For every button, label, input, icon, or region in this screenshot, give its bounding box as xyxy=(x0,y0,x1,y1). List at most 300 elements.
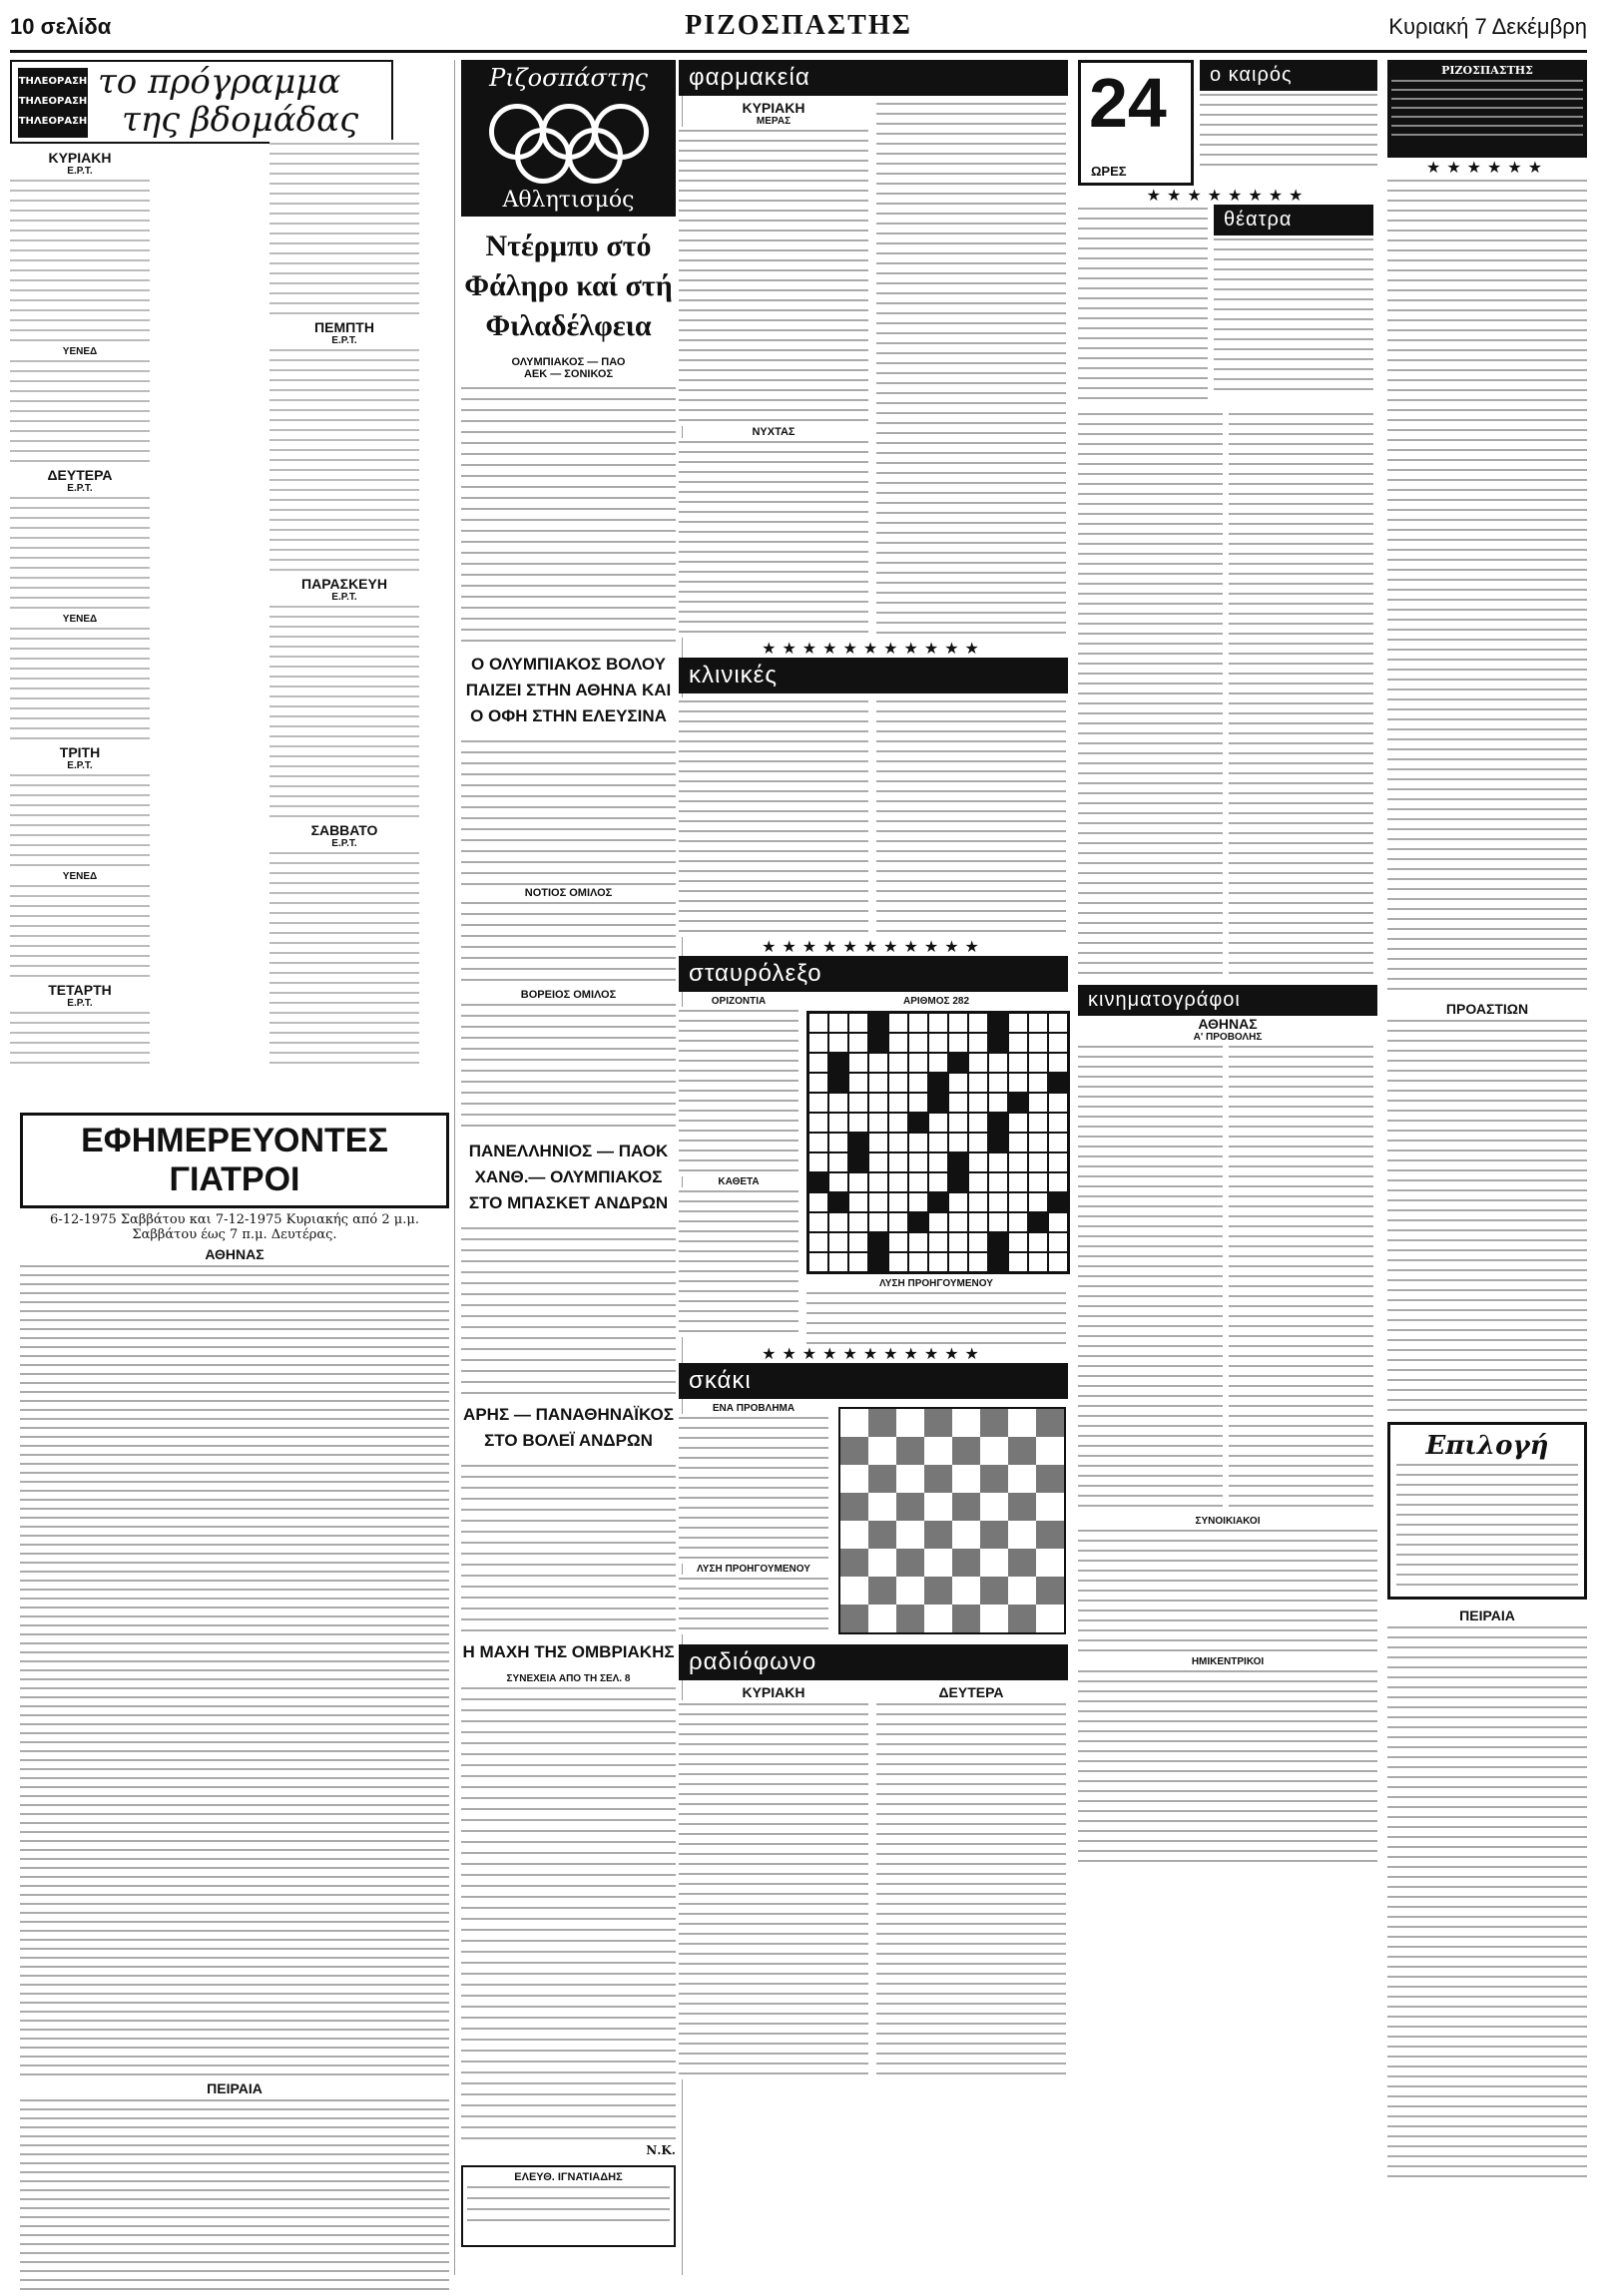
crossword-cell xyxy=(948,1113,968,1133)
vertical-heading: ΚΑΘΕΤΑ xyxy=(718,1176,760,1187)
column-services xyxy=(679,60,1068,2275)
crossword-cell xyxy=(808,1252,828,1272)
chess-square xyxy=(980,1465,1008,1493)
crossword-cell xyxy=(828,1152,848,1172)
crossword-clues xyxy=(679,1187,798,1337)
chess-square xyxy=(1036,1493,1064,1521)
continuation-note: ΣΥΝΕΧΕΙΑ ΑΠΟ ΤΗ ΣΕΛ. 8 xyxy=(506,1673,631,1684)
match-1: ΟΛΥΜΠΙΑΚΟΣ — ΠΑΟ xyxy=(511,356,626,368)
crossword-cell xyxy=(828,1093,848,1113)
crossword-cell xyxy=(828,1192,848,1212)
crossword-cell xyxy=(948,1053,968,1073)
crossword-cell xyxy=(1028,1073,1048,1093)
pharmacy-night: ΝΥΧΤΑΣ xyxy=(752,426,796,438)
crossword-cell xyxy=(928,1013,948,1033)
radio-schedule xyxy=(679,1700,868,2079)
crossword-cell xyxy=(908,1232,928,1252)
separator-stars: ★★★★★★ xyxy=(1425,158,1549,177)
crossword-cell xyxy=(808,1073,828,1093)
sports-banner-title: Ριζοσπάστης xyxy=(489,64,648,92)
doctors-list xyxy=(20,1262,449,2080)
crossword-cell xyxy=(908,1252,928,1272)
crossword-cell xyxy=(948,1152,968,1172)
crossword-cell xyxy=(1048,1192,1068,1212)
crossword-cell xyxy=(888,1133,908,1152)
ad-title: ΡΙΖΟΣΠΑΣΤΗΣ xyxy=(1441,64,1533,77)
article-body xyxy=(461,1001,676,1131)
chess-square xyxy=(952,1605,980,1632)
crossword-cell xyxy=(1008,1113,1028,1133)
day-heading: ΠΑΡΑΣΚΕΥΗ xyxy=(301,576,387,592)
crossword-cell xyxy=(968,1212,988,1232)
crossword-cell xyxy=(968,1192,988,1212)
crossword-cell xyxy=(968,1053,988,1073)
crossword-cell xyxy=(948,1252,968,1272)
chess-square xyxy=(896,1605,924,1632)
crossword-clues xyxy=(679,1007,798,1176)
crossword-cell xyxy=(828,1053,848,1073)
crossword-cell xyxy=(808,1232,828,1252)
crossword-cell xyxy=(868,1192,888,1212)
chess-board xyxy=(838,1407,1066,1634)
solution-heading: ΛΥΣΗ ΠΡΟΗΓΟΥΜΕΝΟΥ xyxy=(879,1278,993,1289)
chess-square xyxy=(868,1409,896,1437)
crossword-cell xyxy=(968,1252,988,1272)
crossword-cell xyxy=(828,1133,848,1152)
crossword-cell xyxy=(928,1133,948,1152)
chess-square xyxy=(868,1465,896,1493)
crossword-cell xyxy=(848,1073,868,1093)
chess-square xyxy=(1036,1409,1064,1437)
crossword-cell xyxy=(848,1152,868,1172)
athens-heading: ΑΘΗΝΑΣ xyxy=(205,1246,265,1262)
chess-square xyxy=(868,1577,896,1605)
channel-label: Ε.Ρ.Τ. xyxy=(331,838,357,849)
crossword-cell xyxy=(1008,1212,1028,1232)
crossword-cell xyxy=(968,1013,988,1033)
ad-name: ΕΛΕΥΘ. ΙΓΝΑΤΙΑΔΗΣ xyxy=(514,2171,623,2183)
crossword-cell xyxy=(988,1113,1008,1133)
crossword-cell xyxy=(1028,1232,1048,1252)
schedule-block xyxy=(269,603,419,822)
crossword-cell xyxy=(828,1013,848,1033)
weather-text xyxy=(1200,91,1377,171)
crossword-cell xyxy=(848,1113,868,1133)
crossword-cell xyxy=(1008,1133,1028,1152)
listing-text xyxy=(1078,205,1208,404)
channel-label: Ε.Ρ.Τ. xyxy=(67,760,93,771)
crossword-cell xyxy=(988,1013,1008,1033)
chess-square xyxy=(980,1577,1008,1605)
crossword-cell xyxy=(948,1133,968,1152)
page-header xyxy=(10,0,1587,53)
crossword-cell xyxy=(968,1113,988,1133)
chess-square xyxy=(1008,1409,1036,1437)
chess-square xyxy=(980,1493,1008,1521)
crossword-cell xyxy=(828,1033,848,1053)
crossword-cell xyxy=(868,1212,888,1232)
chess-square xyxy=(896,1549,924,1577)
chess-square xyxy=(1008,1521,1036,1549)
crossword-cell xyxy=(868,1133,888,1152)
chess-square xyxy=(868,1493,896,1521)
chess-square xyxy=(1008,1437,1036,1465)
channel-label: Ε.Ρ.Τ. xyxy=(67,483,93,494)
crossword-cell xyxy=(1048,1252,1068,1272)
schedule-block xyxy=(10,625,150,744)
crossword-cell xyxy=(848,1212,868,1232)
crossword-cell xyxy=(988,1252,1008,1272)
crossword-cell xyxy=(968,1152,988,1172)
cinema-first-run: Α' ΠΡΟΒΟΛΗΣ xyxy=(1193,1032,1263,1043)
crossword-cell xyxy=(928,1172,948,1192)
schedule-block xyxy=(10,882,150,982)
crossword-cell xyxy=(988,1232,1008,1252)
radio-banner: ραδιόφωνο xyxy=(679,1644,1068,1680)
crossword-cell xyxy=(808,1013,828,1033)
clinics-banner: κλινικές xyxy=(679,658,1068,693)
chess-square xyxy=(840,1549,868,1577)
tv-badge: ΤΗΛΕΟΡΑΣΗ ΤΗΛΕΟΡΑΣΗ ΤΗΛΕΟΡΑΣΗ xyxy=(18,68,88,138)
chess-square xyxy=(924,1549,952,1577)
radio-schedule xyxy=(876,1700,1066,2079)
crossword-cell xyxy=(828,1172,848,1192)
crossword-cell xyxy=(948,1073,968,1093)
crossword-cell xyxy=(928,1093,948,1113)
sports-headline: Ντέρμπυ στό Φάληρο καί στή Φιλαδέλφεια xyxy=(464,230,673,342)
crossword-cell xyxy=(1048,1073,1068,1093)
crossword-cell xyxy=(988,1152,1008,1172)
crossword-cell xyxy=(808,1113,828,1133)
crossword-cell xyxy=(928,1033,948,1053)
schedule-block xyxy=(10,357,150,467)
chess-problem-heading: ΕΝΑ ΠΡΟΒΛΗΜΑ xyxy=(712,1403,796,1414)
crossword-cell xyxy=(848,1093,868,1113)
crossword-cell xyxy=(888,1033,908,1053)
crossword-cell xyxy=(928,1232,948,1252)
chess-square xyxy=(1008,1577,1036,1605)
article-body xyxy=(461,737,676,887)
chess-square xyxy=(1036,1549,1064,1577)
chess-square xyxy=(840,1437,868,1465)
chess-square xyxy=(924,1437,952,1465)
chess-square xyxy=(1036,1437,1064,1465)
crossword-cell xyxy=(1048,1033,1068,1053)
cinema-list xyxy=(1078,1043,1223,1512)
schedule-block xyxy=(269,346,419,576)
chess-square xyxy=(1008,1493,1036,1521)
radio-day: ΔΕΥΤΕΡΑ xyxy=(938,1684,1004,1700)
newspaper-ad xyxy=(1387,60,1587,158)
chess-square xyxy=(980,1437,1008,1465)
group-south: ΝΟΤΙΟΣ ΟΜΙΛΟΣ xyxy=(524,887,613,899)
crossword-cell xyxy=(848,1172,868,1192)
crossword-cell xyxy=(988,1073,1008,1093)
crossword-cell xyxy=(968,1093,988,1113)
sports-section-title: Αθλητισμός xyxy=(502,188,635,213)
crossword-cell xyxy=(1048,1053,1068,1073)
pharmacy-list xyxy=(679,438,868,638)
crossword-grid xyxy=(806,1011,1070,1274)
chess-square xyxy=(980,1549,1008,1577)
crossword-cell xyxy=(908,1152,928,1172)
solution-text xyxy=(806,1289,1066,1344)
crossword-number: ΑΡΙΘΜΟΣ 282 xyxy=(902,996,970,1007)
theatre-list xyxy=(1214,235,1373,395)
crossword-cell xyxy=(1048,1152,1068,1172)
chess-square xyxy=(896,1577,924,1605)
channel-label: Ε.Ρ.Τ. xyxy=(67,998,93,1009)
crossword-cell xyxy=(1028,1053,1048,1073)
crossword-cell xyxy=(828,1113,848,1133)
column-sports xyxy=(454,60,683,2275)
separator-stars: ★★★★★★★★★★★ xyxy=(762,937,985,956)
chess-square xyxy=(868,1605,896,1632)
theatre-list xyxy=(1078,410,1223,979)
chess-square xyxy=(1036,1465,1064,1493)
protection-heading: ΠΡΟΑΣΤΙΩΝ xyxy=(1445,1001,1529,1017)
tv-title-2: της βδομάδας xyxy=(122,100,359,140)
crossword-cell xyxy=(908,1192,928,1212)
crossword-cell xyxy=(988,1033,1008,1053)
cinema-list-piraeus xyxy=(1387,1623,1587,2182)
yenea-label: ΥΕΝΕΔ xyxy=(62,346,98,357)
crossword-cell xyxy=(888,1172,908,1192)
day-heading: ΤΡΙΤΗ xyxy=(59,744,101,760)
crossword-cell xyxy=(1008,1252,1028,1272)
crossword-cell xyxy=(908,1053,928,1073)
doctors-section xyxy=(20,1113,449,2296)
crossword-cell xyxy=(848,1192,868,1212)
headline-3: ΠΑΝΕΛΛΗΝΙΟΣ — ΠΑΟΚ ΧΑΝΘ.— ΟΛΥΜΠΙΑΚΟΣ ΣΤΟ ΜΠΑΣΚΕΤ ΑΝΔΡΩΝ xyxy=(468,1142,669,1212)
chess-square xyxy=(924,1493,952,1521)
crossword-cell xyxy=(1008,1013,1028,1033)
clinics-list xyxy=(876,697,1066,937)
chess-square xyxy=(952,1437,980,1465)
chess-square xyxy=(952,1577,980,1605)
crossword-cell xyxy=(888,1212,908,1232)
schedule-block xyxy=(269,140,419,319)
crossword-cell xyxy=(888,1073,908,1093)
weather-banner: ο καιρός xyxy=(1200,60,1377,91)
crossword-cell xyxy=(1048,1172,1068,1192)
doctors-list-piraeus xyxy=(20,2096,449,2296)
crossword-cell xyxy=(888,1053,908,1073)
crossword-cell xyxy=(848,1033,868,1053)
crossword-cell xyxy=(1048,1093,1068,1113)
crossword-cell xyxy=(968,1133,988,1152)
chess-square xyxy=(980,1521,1008,1549)
crossword-cell xyxy=(1028,1252,1048,1272)
day-heading: ΤΕΤΑΡΤΗ xyxy=(48,982,112,998)
crossword-cell xyxy=(848,1133,868,1152)
chess-banner: σκάκι xyxy=(679,1363,1068,1399)
headline-2: Ο ΟΛΥΜΠΙΑΚΟΣ ΒΟΛΟΥ ΠΑΙΖΕΙ ΣΤΗΝ ΑΘΗΝΑ ΚΑΙ Ο ΟΦΗ ΣΤΗΝ ΕΛΕΥΣΙΝΑ xyxy=(465,655,672,725)
chess-square xyxy=(840,1409,868,1437)
cinema-suburbs: ΣΥΝΟΙΚΙΑΚΟΙ xyxy=(1195,1516,1261,1527)
cinema-banner: κινηματογράφοι xyxy=(1078,985,1377,1016)
crossword-cell xyxy=(868,1172,888,1192)
chess-square xyxy=(896,1521,924,1549)
theatre-banner: θέατρα xyxy=(1214,205,1373,235)
radio-day: ΚΥΡΙΑΚΗ xyxy=(742,1684,805,1700)
crossword-cell xyxy=(828,1073,848,1093)
crossword-cell xyxy=(808,1033,828,1053)
crossword-cell xyxy=(948,1232,968,1252)
crossword-cell xyxy=(948,1212,968,1232)
crossword-cell xyxy=(948,1013,968,1033)
yenea-label: ΥΕΝΕΔ xyxy=(62,871,98,882)
crossword-cell xyxy=(1028,1172,1048,1192)
schedule-block xyxy=(10,494,150,614)
crossword-cell xyxy=(1028,1192,1048,1212)
chess-square xyxy=(980,1409,1008,1437)
doctors-dates: 6-12-1975 Σαββάτου και 7-12-1975 Κυριακής από 2 μ.μ. Σαββάτου έως 7 π.μ. Δευτέρας. xyxy=(50,1212,419,1242)
chess-square xyxy=(896,1409,924,1437)
olympic-rings-icon xyxy=(479,98,659,178)
chess-square xyxy=(952,1409,980,1437)
crossword-cell xyxy=(968,1033,988,1053)
crossword-cell xyxy=(988,1093,1008,1113)
crossword-cell xyxy=(828,1212,848,1232)
schedule-block xyxy=(269,849,419,1069)
chess-square xyxy=(896,1437,924,1465)
crossword-cell xyxy=(888,1192,908,1212)
crossword-cell xyxy=(948,1033,968,1053)
cinema-list xyxy=(1078,1667,1377,1867)
crossword-cell xyxy=(988,1053,1008,1073)
crossword-cell xyxy=(1048,1212,1068,1232)
crossword-cell xyxy=(1008,1093,1028,1113)
crossword-cell xyxy=(1048,1133,1068,1152)
crossword-cell xyxy=(988,1172,1008,1192)
separator-stars: ★★★★★★★★ xyxy=(1146,186,1310,205)
theatre-list xyxy=(1229,410,1373,979)
crossword-cell xyxy=(808,1192,828,1212)
crossword-cell xyxy=(968,1172,988,1192)
day-heading: ΠΕΜΠΤΗ xyxy=(314,319,374,335)
epilogi-title: Επιλογή xyxy=(1425,1431,1549,1461)
crossword-cell xyxy=(908,1013,928,1033)
crossword-cell xyxy=(888,1093,908,1113)
page-number: 10 σελίδα xyxy=(10,14,112,39)
crossword-cell xyxy=(1008,1033,1028,1053)
crossword-cell xyxy=(868,1093,888,1113)
issue-date: Κυριακή 7 Δεκέμβρη xyxy=(1388,14,1587,39)
cinema-list xyxy=(1229,1043,1373,1512)
match-2: ΑΕΚ — ΣΟΝΙΚΟΣ xyxy=(523,368,614,380)
chess-square xyxy=(840,1521,868,1549)
crossword-cell xyxy=(848,1252,868,1272)
crossword-cell xyxy=(928,1252,948,1272)
separator-stars: ★★★★★★★★★★★ xyxy=(762,1344,985,1363)
crossword-cell xyxy=(868,1073,888,1093)
crossword-cell xyxy=(948,1093,968,1113)
crossword-cell xyxy=(908,1073,928,1093)
crossword-cell xyxy=(1048,1232,1068,1252)
crossword-cell xyxy=(908,1113,928,1133)
crossword-cell xyxy=(928,1113,948,1133)
chess-square xyxy=(1036,1577,1064,1605)
column-right xyxy=(1387,60,1587,2275)
advertisement xyxy=(461,2165,676,2247)
crossword-cell xyxy=(1008,1192,1028,1212)
crossword-cell xyxy=(928,1073,948,1093)
cinema-athens: ΑΘΗΝΑΣ xyxy=(1198,1016,1258,1032)
day-heading: ΚΥΡΙΑΚΗ xyxy=(48,150,112,166)
crossword-cell xyxy=(1028,1133,1048,1152)
chess-square xyxy=(924,1465,952,1493)
doctors-title: ΕΦΗΜΕΡΕΥΟΝΤΕΣ ΓΙΑΤΡΟΙ xyxy=(20,1113,449,1208)
crossword-cell xyxy=(828,1252,848,1272)
crossword-cell xyxy=(868,1252,888,1272)
crossword-cell xyxy=(868,1152,888,1172)
crossword-cell xyxy=(968,1073,988,1093)
chess-square xyxy=(1008,1605,1036,1632)
crossword-cell xyxy=(908,1172,928,1192)
epilogi-list xyxy=(1396,1461,1578,1591)
pharmacy-day-heading: ΚΥΡΙΑΚΗ xyxy=(742,100,805,116)
chess-square xyxy=(924,1605,952,1632)
crossword-cell xyxy=(808,1093,828,1113)
schedule-block xyxy=(10,1009,150,1069)
crossword-cell xyxy=(1008,1152,1028,1172)
crossword-cell xyxy=(948,1192,968,1212)
crossword-cell xyxy=(1048,1113,1068,1133)
crossword-cell xyxy=(928,1192,948,1212)
yenea-label: ΥΕΝΕΔ xyxy=(62,614,98,625)
chess-square xyxy=(952,1465,980,1493)
crossword-cell xyxy=(968,1232,988,1252)
group-north: ΒΟΡΕΙΟΣ ΟΜΙΛΟΣ xyxy=(520,989,617,1001)
crossword-cell xyxy=(888,1152,908,1172)
tv-program-logo xyxy=(10,60,393,144)
schedule-block xyxy=(10,771,150,871)
masthead: ΡΙΖΟΣΠΑΣΤΗΣ xyxy=(685,10,912,41)
cinema-list xyxy=(1078,1527,1377,1656)
article-body xyxy=(461,1684,676,2143)
crossword-cell xyxy=(888,1232,908,1252)
article-body xyxy=(461,1462,676,1631)
piraeus-heading: ΠΕΙΡΑΙΑ xyxy=(1459,1607,1515,1623)
crossword-cell xyxy=(1028,1152,1048,1172)
horizontal-heading: ΟΡΙΖΟΝΤΙΑ xyxy=(711,996,767,1007)
24-hours-logo: 24 ΩΡΕΣ xyxy=(1078,60,1194,186)
crossword-cell xyxy=(908,1212,928,1232)
crossword-cell xyxy=(1008,1053,1028,1073)
chess-square xyxy=(980,1605,1008,1632)
crossword-cell xyxy=(868,1013,888,1033)
crossword-cell xyxy=(868,1113,888,1133)
crossword-cell xyxy=(908,1033,928,1053)
crossword-cell xyxy=(988,1192,1008,1212)
channel-label: Ε.Ρ.Τ. xyxy=(67,166,93,177)
crossword-cell xyxy=(808,1053,828,1073)
crossword-cell xyxy=(928,1212,948,1232)
day-heading: ΣΑΒΒΑΤΟ xyxy=(310,822,378,838)
signature: Ν.Κ. xyxy=(646,2143,676,2157)
chess-square xyxy=(952,1549,980,1577)
separator-stars: ★★★★★★★★★★★ xyxy=(762,639,985,658)
headline-4: ΑΡΗΣ — ΠΑΝΑΘΗΝΑΪΚΟΣ ΣΤΟ ΒΟΛΕΪ ΑΝΔΡΩΝ xyxy=(463,1405,674,1450)
day-heading: ΔΕΥΤΕΡΑ xyxy=(47,467,113,483)
crossword-cell xyxy=(908,1133,928,1152)
headline-5: Η ΜΑΧΗ ΤΗΣ ΟΜΒΡΙΑΚΗΣ xyxy=(462,1642,675,1661)
article-body xyxy=(461,1224,676,1394)
crossword-cell xyxy=(848,1232,868,1252)
crossword-cell xyxy=(948,1172,968,1192)
schedule-block xyxy=(10,177,150,346)
